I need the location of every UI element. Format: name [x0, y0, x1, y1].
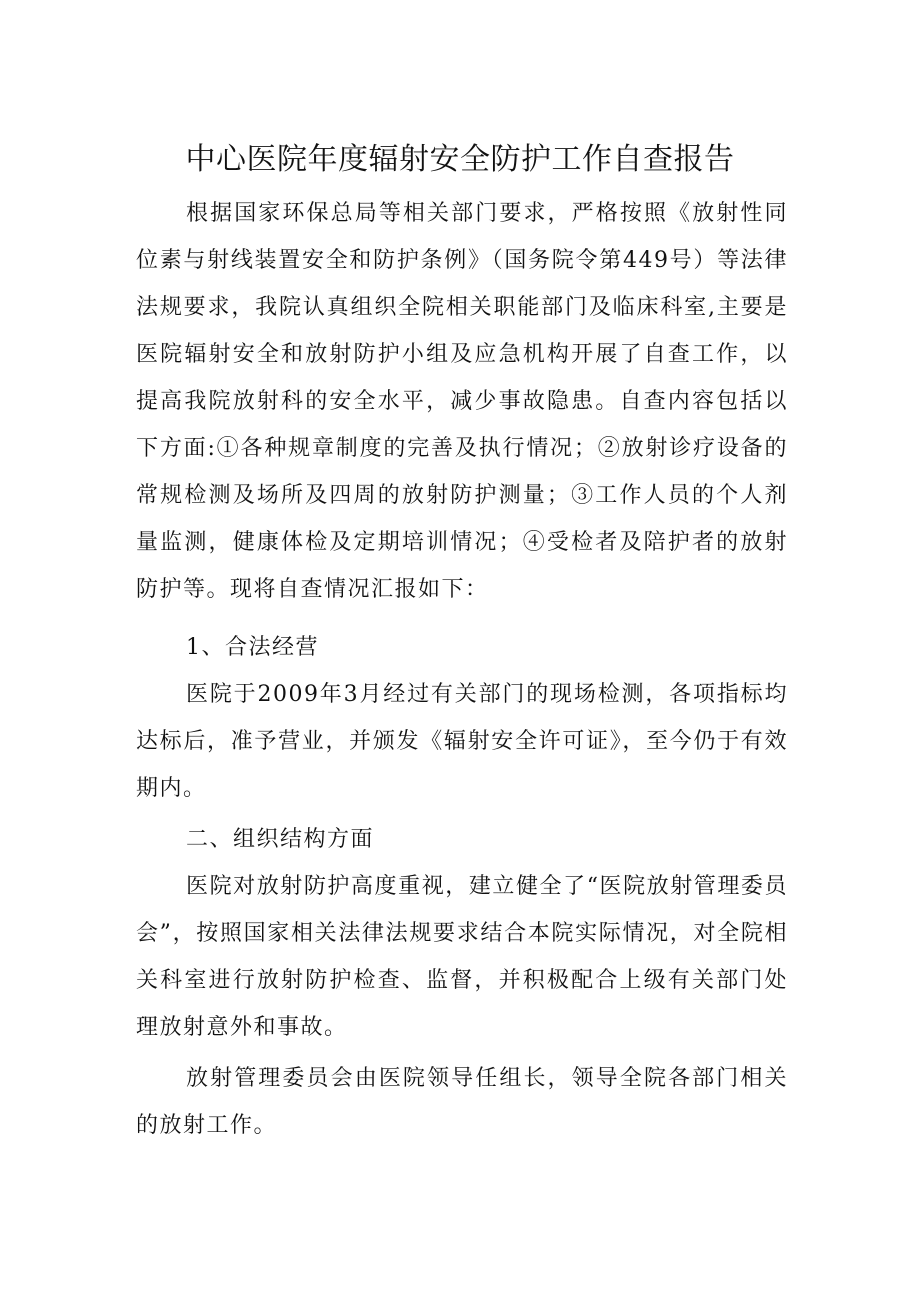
section2-paragraph-1: 医院对放射防护高度重视，建立健全了“医院放射管理委员会”，按照国家相关法律法规要求结合本院实际情况，对全院相关科室进行放射防护检查、监督，并积极配合上级有关部门处理放射意外和事故。 — [136, 874, 788, 1040]
section1-paragraph: 医院于2009年3月经过有关部门的现场检测，各项指标均达标后，准予营业，并颁发《辐射安全许可证》，至今仍于有效期内。 — [136, 682, 788, 801]
section1-heading: 1、合法经营 — [186, 635, 319, 660]
section2-paragraph-2: 放射管理委员会由医院领导任组长，领导全院各部门相关的放射工作。 — [136, 1066, 788, 1138]
intro-paragraph: 根据国家环保总局等相关部门要求，严格按照《放射性同位素与射线装置安全和防护条例》（国务院令第449号）等法律法规要求，我院认真组织全院相关职能部门及临床科室,主要是医院辐射安全和放射防护小组及应急机构开展了自查工作，以提高我院放射科的安全水平，减少事故隐患。自查内容包括以下方面:①各种规章制度的完善及执行情况；②放射诊疗设备的常规检测及场所及四周的放射防护测量；③工作人员的个人剂量监测，健康体检及定期培训情况；④受检者及陪护者的放射防护等。现将自查情况汇报如下： — [136, 201, 788, 602]
document-title: 中心医院年度辐射安全防护工作自查报告 — [185, 142, 735, 177]
section2-heading: 二、组织结构方面 — [186, 827, 375, 852]
